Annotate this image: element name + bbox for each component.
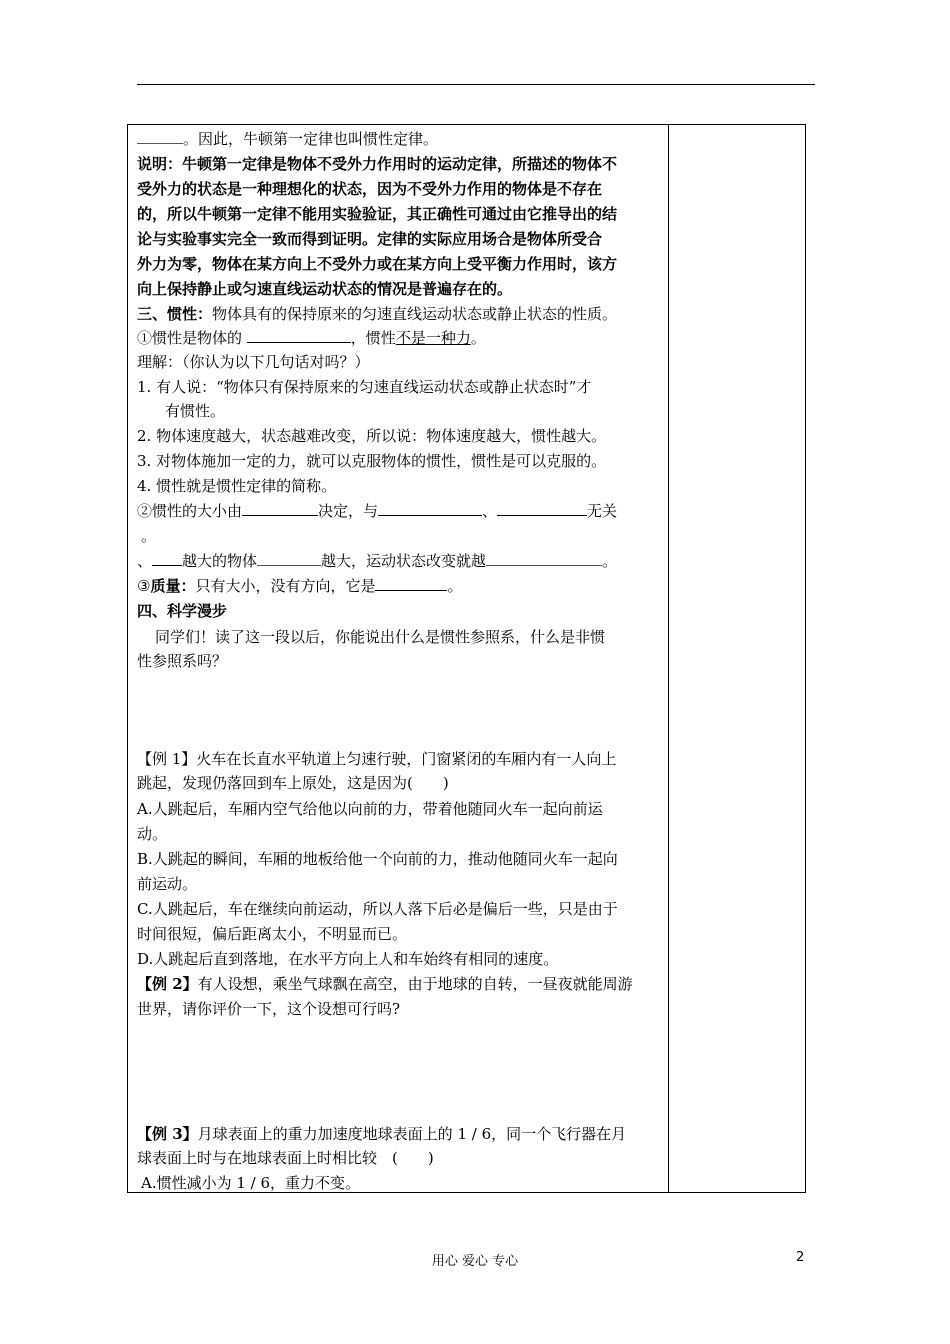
point-3 [137,574,463,598]
fill-blank [152,550,182,566]
point-1 [137,326,486,350]
statement-4: 4. 惯性就是惯性定律的简称。 [137,477,337,495]
example-1: 【例 1】火车在长直水平轨道上匀速行驶，门窗紧闭的车厢内有一人向上 [137,750,617,768]
line-text: 有人设想，乘坐气球飘在高空，由于地球的自转，一昼夜就能周游 [197,975,633,993]
example-tag: 【例 2】 [137,975,198,993]
line-text: 、 [482,502,498,520]
option-b-cont: 前运动。 [137,875,198,893]
line-text: 越大，运动状态改变就越 [321,552,487,570]
point-2 [137,499,617,523]
line-text: 越大的物体 [182,552,258,570]
note-line: 的，所以牛顿第一定律不能用实验验证，其正确性可通过由它推导出的结 [137,205,618,223]
footer-slogan: 用心 爱心 专心 [431,1254,519,1269]
underlined-text: 不是一种力 [395,329,471,347]
line-text: 无关 [587,502,618,520]
page-number: 2 [796,1250,805,1265]
note-line: 说明：牛顿第一定律是物体不受外力作用时的运动定律，所描述的物体不 [137,155,618,173]
header-rule [137,84,815,85]
line-text: ③ [137,577,151,595]
fill-blank [257,550,321,566]
line-text: 、 [137,552,153,570]
science-paragraph: 同学们！读了这一段以后，你能说出什么是惯性参照系，什么是非惯 [155,628,606,646]
fill-blank [486,550,602,566]
fill-blank [375,575,447,591]
section-title: 三、惯性： [137,305,213,323]
option-a: A.人跳起后，车厢内空气给他以向前的力，带着他随同火车一起向前运 [137,800,603,818]
content-table [127,124,806,1193]
line-text: ，惯性 [350,329,396,347]
example-2 [137,972,633,996]
line-text: 只有大小，没有方向，它是 [195,577,376,595]
option-b: B.人跳起的瞬间，车厢的地板给他一个向前的力，推动他随同火车一起向 [137,850,618,868]
fill-blank [242,500,318,516]
option-a: A.惯性减小为 1 / 6，重力不变。 [141,1174,361,1192]
point-2-period: 。 [141,527,157,545]
line-text: 月球表面上的重力加速度地球表面上的 1 / 6，同一个飞行器在月 [197,1125,627,1143]
option-d: D.人跳起后直到落地，在水平方向上人和车始终有相同的速度。 [137,950,559,968]
option-a-cont: 动。 [137,825,168,843]
fill-blank [497,500,587,516]
point-2-cont [137,549,617,573]
section-inertia [137,302,617,326]
fill-blank [137,128,183,144]
statement-2: 2. 物体速度越大，状态越难改变，所以说：物体速度越大，惯性越大。 [137,427,607,445]
line-text: 。 [447,577,463,595]
fill-blank [378,500,482,516]
statement-1: 1. 有人说：“物体只有保持原来的匀速直线运动状态或静止状态时”才 [137,378,592,396]
line-text: 。 [470,329,486,347]
column-divider [668,125,669,1192]
example-1-cont: 跳起，发现仍落回到车上原处，这是因为( ) [137,774,449,792]
example-tag: 【例 3】 [137,1125,198,1143]
section-title: 四、科学漫步 [137,602,228,620]
example-3 [137,1122,626,1146]
note-line: 向上保持静止或匀速直线运动状态的情况是普遍存在的。 [137,280,513,298]
statement-3: 3. 对物体施加一定的力，就可以克服物体的惯性，惯性是可以克服的。 [137,452,607,470]
line-text: 决定，与 [318,502,379,520]
option-c-cont: 时间很短，偏后距离太小，不明显而已。 [137,925,408,943]
science-paragraph-cont: 性参照系吗？ [137,652,228,670]
note-line: 论与实验事实完全一致而得到证明。定律的实际应用场合是物体所受合 [137,230,603,248]
understanding-prompt: 理解：（你认为以下几句话对吗？） [137,353,370,371]
line-text: ①惯性是物体的 [137,329,243,347]
example-2-cont: 世界，请你评价一下，这个设想可行吗? [137,1000,401,1018]
line-text: ②惯性的大小由 [137,502,243,520]
continuation-line [137,127,438,151]
option-c: C.人跳起后，车在继续向前运动，所以人落下后必是偏后一些，只是由于 [137,900,618,918]
note-line: 受外力的状态是一种理想化的状态，因为不受外力作用的物体是不存在 [137,180,603,198]
statement-1-cont: 有惯性。 [165,402,226,420]
line-text: 。 [602,552,618,570]
inertia-definition: 物体具有的保持原来的匀速直线运动状态或静止状态的性质。 [212,305,618,323]
fill-blank [247,327,351,343]
line-text: 。因此，牛顿第一定律也叫惯性定律。 [183,130,439,148]
bold-term: 质量： [150,577,196,595]
note-line: 外力为零，物体在某方向上不受外力或在某方向上受平衡力作用时，该方 [137,255,618,273]
example-3-cont: 球表面上时与在地球表面上时相比较 ( ) [137,1149,434,1167]
